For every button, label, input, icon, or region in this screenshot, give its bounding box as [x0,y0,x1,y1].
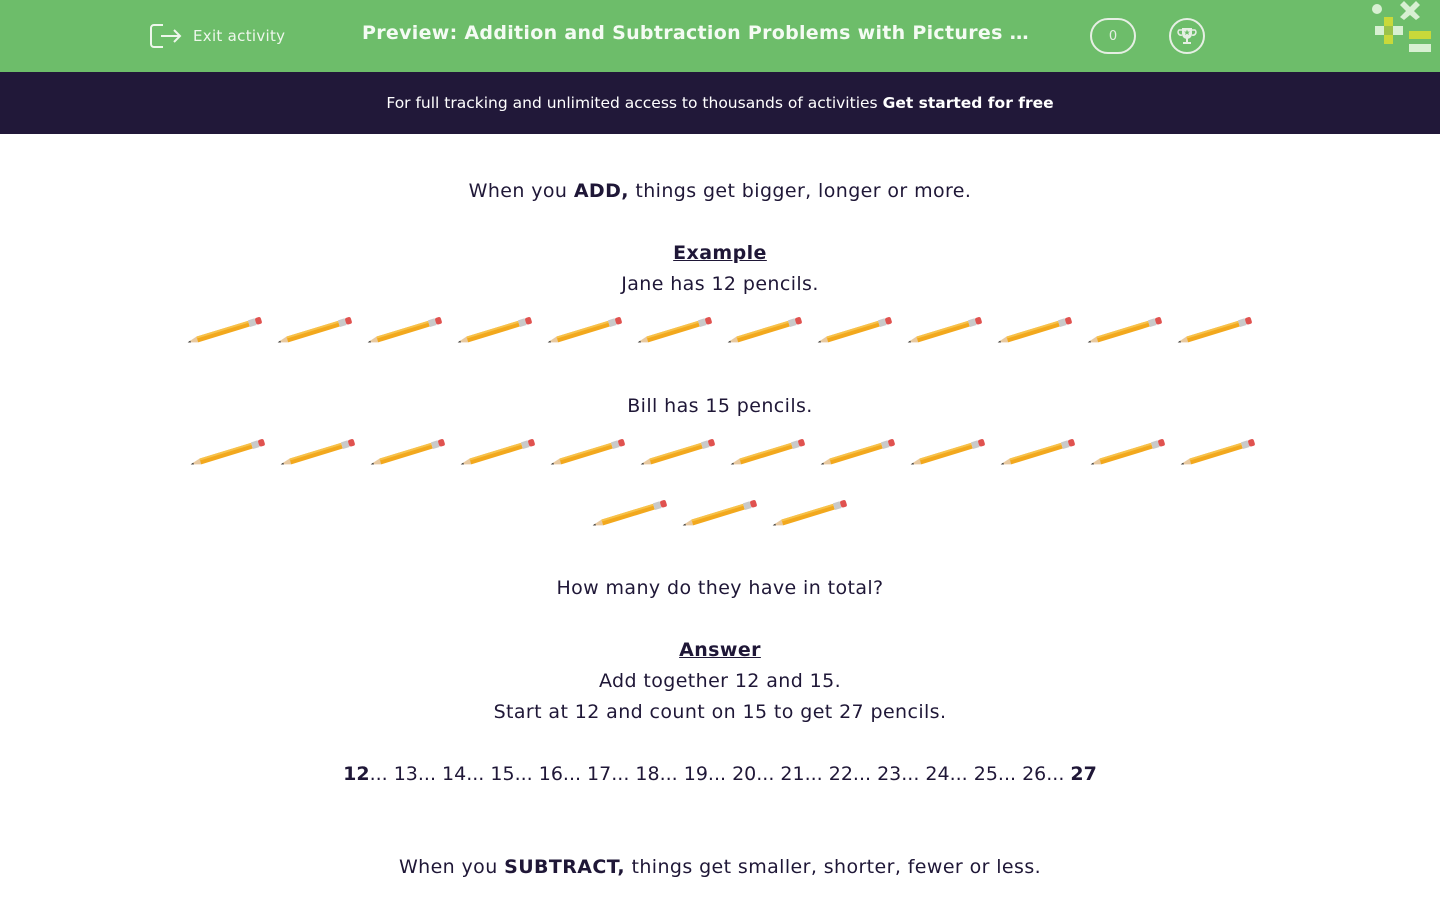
pencil-icon [544,314,626,348]
subtract-intro: When you SUBTRACT, things get smaller, shorter, fewer or less. [398,856,1042,878]
pencil-icon [994,314,1076,348]
example-heading: Example [673,242,767,264]
trophy-icon [1176,25,1198,47]
logo-icon [1366,0,1440,56]
pencil-icon [184,314,266,348]
count-on-sequence: 12... 13... 14... 15... 16... 17... 18... 19... 20... 21... 22... 23... 24... 25... 26... 27 [343,763,1097,785]
pencil-icon [457,436,539,470]
pencil-icon [679,497,761,531]
pencil-icon [454,314,536,348]
pencil-icon [904,314,986,348]
pencil-icon [1087,436,1169,470]
exit-activity-label: Exit activity [193,27,286,45]
jane-pencils [0,314,1440,348]
pencil-icon [769,497,851,531]
page-title: Preview: Addition and Subtraction Problems with Pictures … [362,22,1029,44]
bill-pencils-row-1 [3,436,1440,470]
pencil-icon [547,436,629,470]
bill-text: Bill has 15 pencils. [627,395,813,417]
get-started-link[interactable]: Get started for free [882,94,1054,112]
pencil-icon [724,314,806,348]
add-intro: When you ADD, things get bigger, longer or more. [468,180,972,202]
trophy-button[interactable] [1169,18,1205,54]
answer-line-2: Start at 12 and count on 15 to get 27 pencils. [493,701,947,723]
pencil-icon [277,436,359,470]
pencil-icon [1084,314,1166,348]
pencil-icon [727,436,809,470]
upgrade-banner [0,72,1440,134]
banner-text: For full tracking and unlimited access to thousands of activities [386,94,878,112]
pencil-icon [187,436,269,470]
pencil-icon [1177,436,1259,470]
pencil-icon [997,436,1079,470]
pencil-icon [637,436,719,470]
pencil-icon [274,314,356,348]
top-bar [0,0,1440,72]
score-badge: 0 [1090,18,1136,54]
exit-activity-button[interactable] [149,20,285,52]
pencil-icon [364,314,446,348]
pencil-icon [367,436,449,470]
pencil-icon [634,314,716,348]
question-text: How many do they have in total? [556,577,884,599]
bill-pencils-row-2 [0,497,1440,531]
pencil-icon [817,436,899,470]
answer-line-1: Add together 12 and 15. [598,670,842,692]
pencil-icon [814,314,896,348]
pencil-icon [1174,314,1256,348]
exit-icon [149,21,183,51]
pencil-icon [589,497,671,531]
pencil-icon [907,436,989,470]
jane-text: Jane has 12 pencils. [621,273,819,295]
answer-heading: Answer [679,639,761,661]
